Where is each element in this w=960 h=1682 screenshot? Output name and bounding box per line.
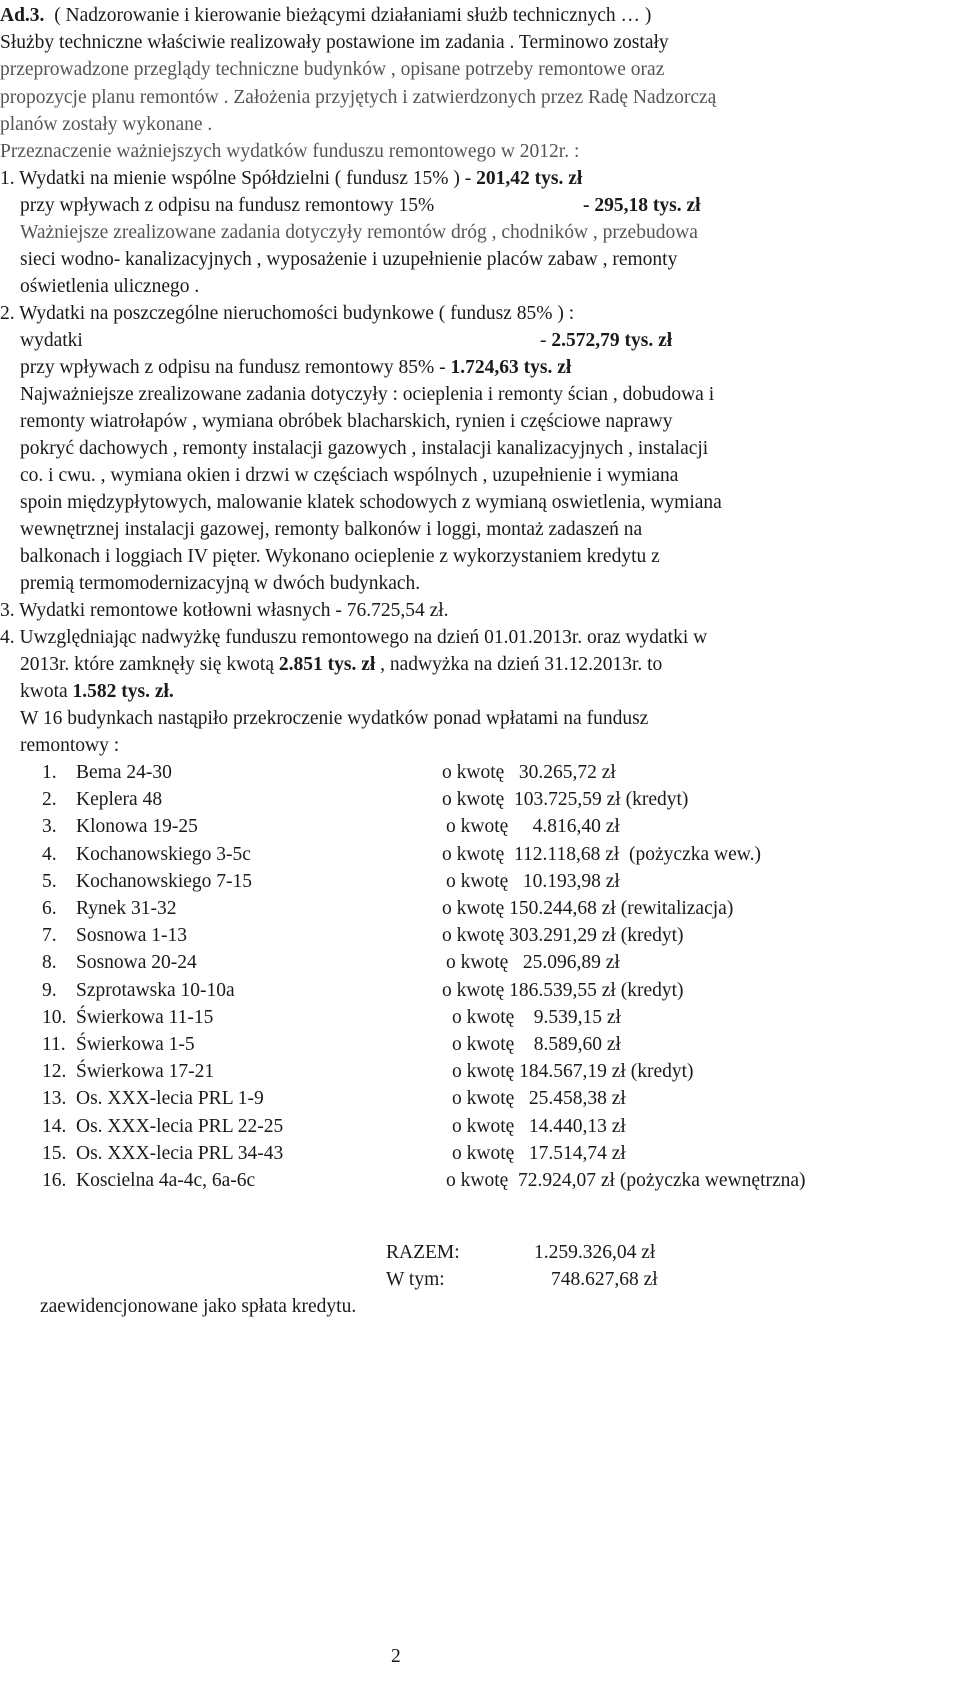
building-number: 16. (42, 1170, 67, 1191)
building-amount: o kwotę 10.193,98 zł (446, 871, 620, 892)
building-amount: o kwotę 14.440,13 zł (452, 1116, 626, 1137)
building-street: Os. XXX-lecia PRL 1-9 (76, 1088, 264, 1109)
wtym-label: W tym: (386, 1269, 445, 1290)
building-amount: o kwotę 17.514,74 zł (452, 1143, 626, 1164)
building-street: Koscielna 4a-4c, 6a-6c (76, 1170, 256, 1191)
building-number: 3. (42, 816, 57, 837)
building-amount: o kwotę 30.265,72 zł (442, 762, 616, 783)
building-amount: o kwotę 9.539,15 zł (452, 1007, 621, 1028)
building-number: 9. (42, 980, 57, 1001)
building-street: Keplera 48 (76, 789, 163, 810)
building-number: 14. (42, 1116, 67, 1137)
item4-l2c: , nadwyżka na dzień 31.12.2013r. to (375, 654, 663, 675)
item2-wydatki-label: wydatki (20, 330, 83, 351)
building-amount: o kwotę 4.816,40 zł (446, 816, 620, 837)
summary-note: zaewidencjonowane jako spłata kredytu. (40, 1296, 357, 1317)
item2-desc-2: remonty wiatrołapów , wymiana obróbek blacharskich, rynien i częściowe naprawy (20, 411, 673, 432)
intro-line-4: planów zostały wykonane . (0, 114, 213, 135)
razem-value: 1.259.326,04 zł (534, 1242, 656, 1263)
building-amount: o kwotę 25.096,89 zł (446, 952, 620, 973)
building-number: 12. (42, 1061, 67, 1082)
building-street: Sosnowa 20-24 (76, 952, 197, 973)
item2-desc-8: premią termomodernizacyjną w dwóch budynkach. (20, 573, 421, 594)
intro-line-3: propozycje planu remontów . Założenia przyjętych i zatwierdzonych przez Radę Nadzorczą (0, 87, 717, 108)
item1-amount: 201,42 tys. zł (476, 168, 583, 189)
building-street: Kochanowskiego 7-15 (76, 871, 253, 892)
building-amount: o kwotę 184.567,19 zł (kredyt) (452, 1061, 694, 1082)
building-number: 2. (42, 789, 57, 810)
item2-desc-6: wewnętrznej instalacji gazowej, remonty balkonów i loggi, montaż zadaszeń na (20, 519, 643, 540)
item1-wplywy-label: przy wpływach z odpisu na fundusz remontowy 15% (20, 195, 435, 216)
item1-desc-3: oświetlenia ulicznego . (20, 276, 200, 297)
item4-l3b: 1.582 tys. zł. (72, 681, 174, 702)
section-heading-title: ( Nadzorowanie i kierowanie bieżącymi działaniami służb technicznych … ) (44, 5, 652, 26)
building-amount: o kwotę 25.458,38 zł (452, 1088, 626, 1109)
item2-wydatki-dash: - (540, 330, 552, 351)
building-number: 11. (42, 1034, 66, 1055)
building-street: Kochanowskiego 3-5c (76, 844, 251, 865)
building-street: Bema 24-30 (76, 762, 172, 783)
building-amount: o kwotę 186.539,55 zł (kredyt) (442, 980, 684, 1001)
building-number: 6. (42, 898, 57, 919)
building-amount: o kwotę 150.244,68 zł (rewitalizacja) (442, 898, 734, 919)
item2-desc-5: spoin międzypłytowych, malowanie klatek schodowych z wymianą oswietlenia, wymiana (20, 492, 722, 513)
building-number: 13. (42, 1088, 67, 1109)
item2-wydatki-bold: 2.572,79 tys. zł (551, 330, 673, 351)
building-amount: o kwotę 72.924,07 zł (pożyczka wewnętrzna) (446, 1170, 806, 1191)
item1-desc-2: sieci wodno- kanalizacyjnych , wyposażenie i uzupełnienie placów zabaw , remonty (20, 249, 678, 270)
item4-l3a: kwota (20, 681, 73, 702)
page-number: 2 (391, 1646, 401, 1667)
section-heading-prefix: Ad.3. (0, 5, 45, 26)
building-street: Os. XXX-lecia PRL 34-43 (76, 1143, 284, 1164)
building-street: Szprotawska 10-10a (76, 980, 235, 1001)
building-street: Świerkowa 17-21 (76, 1061, 215, 1082)
item2-desc-4: co. i cwu. , wymiana okien i drzwi w częściach wspólnych , uzupełnienie i wymiana (20, 465, 679, 486)
building-amount: o kwotę 112.118,68 zł (pożyczka wew.) (442, 844, 761, 865)
building-street: Sosnowa 1-13 (76, 925, 188, 946)
item2-line1: 2. Wydatki na poszczególne nieruchomości budynkowe ( fundusz 85% ) : (0, 303, 575, 324)
item4-line1: 4. Uwzględniając nadwyżkę funduszu remontowego na dzień 01.01.2013r. oraz wydatki w (0, 627, 708, 648)
razem-label: RAZEM: (386, 1242, 460, 1263)
building-number: 7. (42, 925, 57, 946)
przeznaczenie-heading: Przeznaczenie ważniejszych wydatków funduszu remontowego w 2012r. : (0, 141, 580, 162)
building-number: 1. (42, 762, 57, 783)
building-number: 10. (42, 1007, 67, 1028)
building-street: Klonowa 19-25 (76, 816, 198, 837)
item1-desc-1: Ważniejsze zrealizowane zadania dotyczyły remontów dróg , chodników , przebudowa (20, 222, 698, 243)
przekroczenie-line-2: remontowy : (20, 735, 120, 756)
przekroczenie-line-1: W 16 budynkach nastąpiło przekroczenie wydatków ponad wpłatami na fundusz (20, 708, 649, 729)
item1-wplywy-amount: - 295,18 tys. zł (583, 195, 701, 216)
building-number: 5. (42, 871, 57, 892)
intro-line-1: Służby techniczne właściwie realizowały postawione im zadania . Terminowo zostały (0, 32, 669, 53)
building-street: Rynek 31-32 (76, 898, 177, 919)
item2-wplywy-label: przy wpływach z odpisu na fundusz remontowy 85% - (20, 357, 451, 378)
intro-line-2: przeprowadzone przeglądy techniczne budynków , opisane potrzeby remontowe oraz (0, 59, 665, 80)
item3-line: 3. Wydatki remontowe kotłowni własnych - 76.725,54 zł. (0, 600, 449, 621)
item1-label: 1. Wydatki na mienie wspólne Spółdzielni ( fundusz 15% ) - (0, 168, 477, 189)
building-street: Świerkowa 11-15 (76, 1007, 214, 1028)
item4-l2b: 2.851 tys. zł (278, 654, 376, 675)
building-amount: o kwotę 8.589,60 zł (452, 1034, 621, 1055)
building-number: 4. (42, 844, 57, 865)
building-street: Świerkowa 1-5 (76, 1034, 195, 1055)
building-number: 8. (42, 952, 57, 973)
building-amount: o kwotę 303.291,29 zł (kredyt) (442, 925, 684, 946)
building-amount: o kwotę 103.725,59 zł (kredyt) (442, 789, 689, 810)
wtym-value: 748.627,68 zł (551, 1269, 658, 1290)
building-street: Os. XXX-lecia PRL 22-25 (76, 1116, 284, 1137)
item2-desc-1: Najważniejsze zrealizowane zadania dotyczyły : ocieplenia i remonty ścian , dobudowa i (20, 384, 715, 405)
item2-desc-7: balkonach i loggiach IV pięter. Wykonano ocieplenie z wykorzystaniem kredytu z (20, 546, 660, 567)
building-number: 15. (42, 1143, 67, 1164)
item4-l2a: 2013r. które zamknęły się kwotą (20, 654, 279, 675)
item2-desc-3: pokryć dachowych , remonty instalacji gazowych , instalacji kanalizacyjnych , instalacji (20, 438, 709, 459)
item2-wplywy-bold: 1.724,63 tys. zł (450, 357, 572, 378)
